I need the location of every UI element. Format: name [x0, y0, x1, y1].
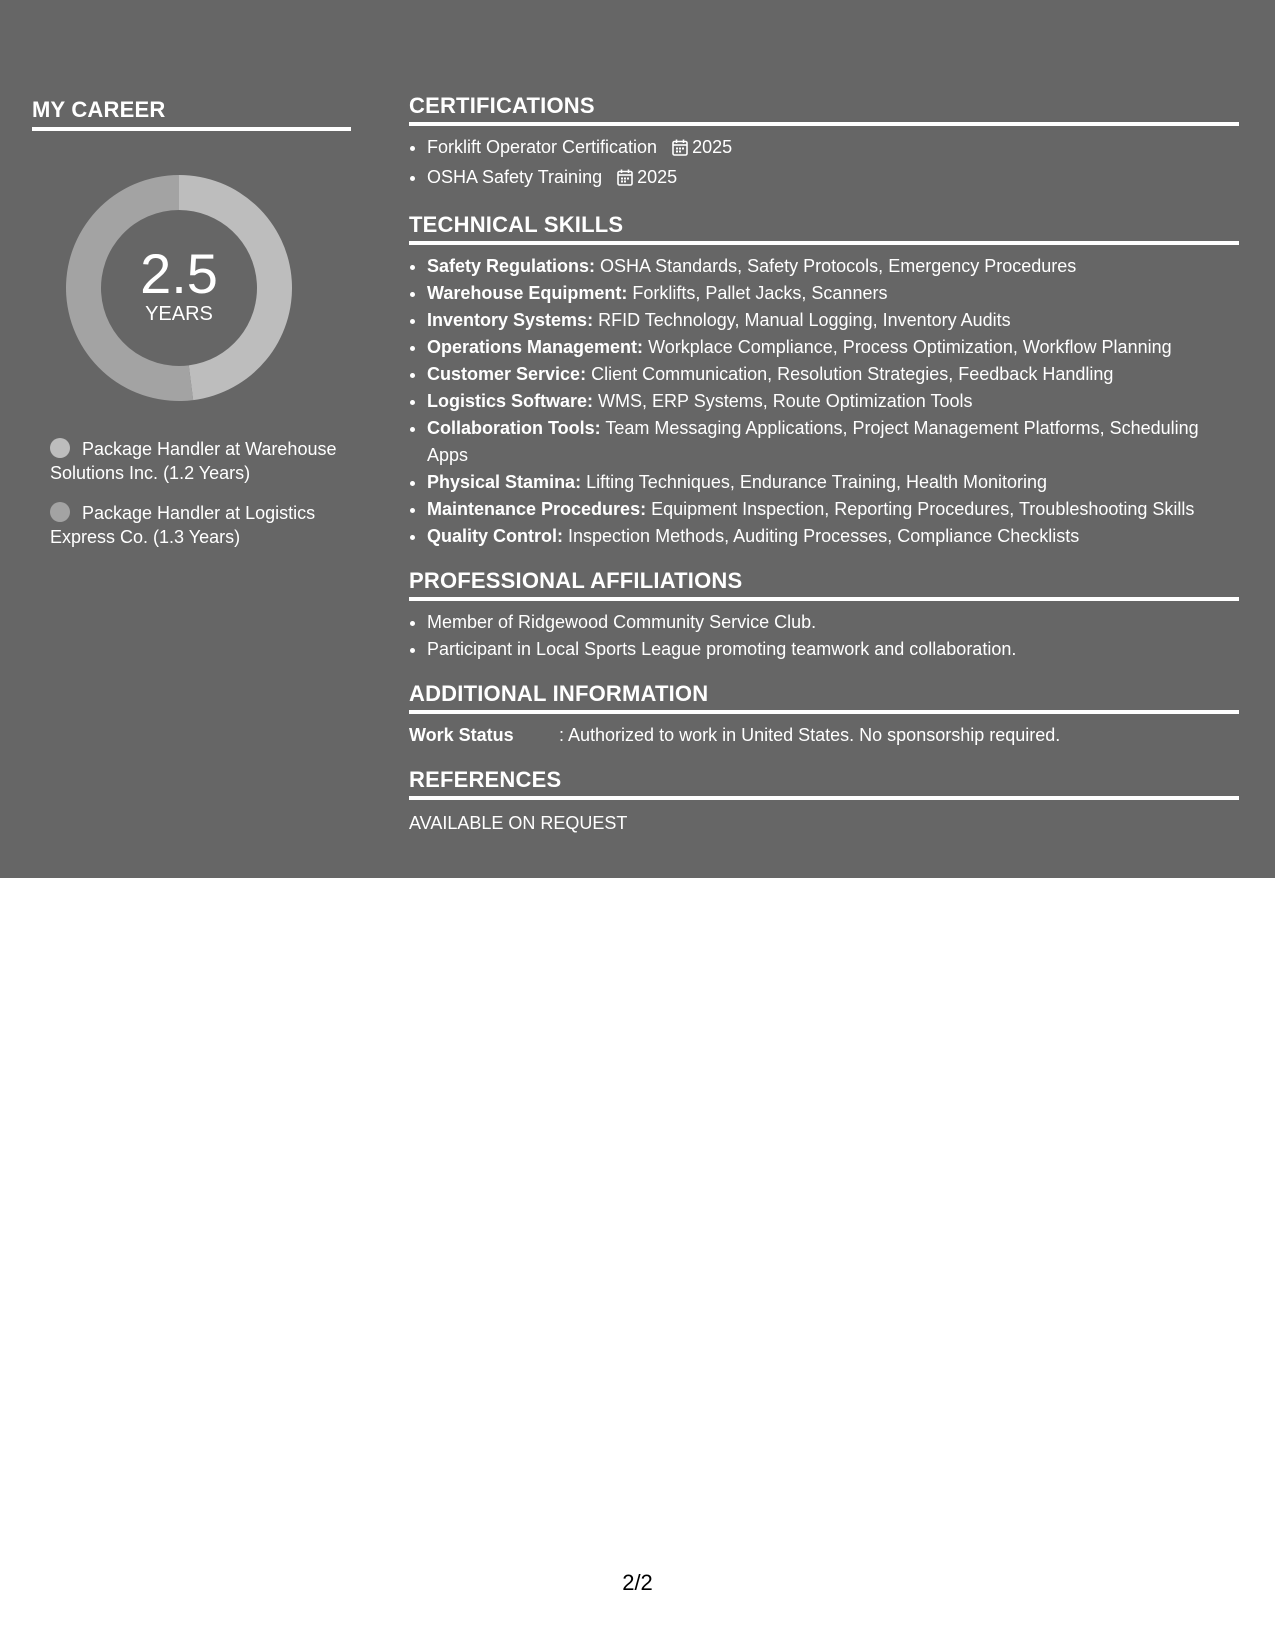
career-column	[32, 97, 351, 565]
references-text: AVAILABLE ON REQUEST	[409, 813, 628, 833]
career-title: MY CAREER	[32, 97, 351, 131]
certification-item	[427, 164, 1239, 194]
legend-dot-icon	[50, 438, 70, 458]
certification-year: 2025	[637, 167, 678, 187]
affiliations-title: PROFESSIONAL AFFILIATIONS	[409, 568, 1239, 601]
career-legend-label: Package Handler at Logistics Express Co. (1.3 Years)	[50, 503, 316, 547]
donut-center	[66, 175, 292, 401]
career-legend-item	[50, 437, 340, 485]
technical-skills-title: TECHNICAL SKILLS	[409, 212, 1239, 245]
skill-item	[427, 469, 1239, 496]
skill-value: Lifting Techniques, Endurance Training, Health Monitoring	[586, 472, 1048, 492]
certifications-title: CERTIFICATIONS	[409, 93, 1239, 126]
skill-item	[427, 307, 1239, 334]
skill-value: Inspection Methods, Auditing Processes, Compliance Checklists	[568, 526, 1080, 546]
affiliation-item: • Participant in Local Sports League promoting teamwork and collaboration.	[427, 636, 1239, 663]
skill-label: Maintenance Procedures:	[427, 499, 647, 519]
skill-value: Client Communication, Resolution Strategies, Feedback Handling	[591, 364, 1114, 384]
skill-value: RFID Technology, Manual Logging, Inventory Audits	[598, 310, 1011, 330]
skill-label: Quality Control:	[427, 526, 563, 546]
career-donut-chart	[66, 175, 292, 401]
skill-label: Physical Stamina:	[427, 472, 582, 492]
skill-item	[427, 334, 1239, 361]
skill-item	[427, 361, 1239, 388]
affiliations-list	[409, 609, 1239, 663]
additional-info-section	[409, 681, 1239, 749]
skill-item	[427, 253, 1239, 280]
skill-item	[427, 496, 1239, 523]
career-legend-item	[50, 501, 340, 549]
career-legend-label: Package Handler at Warehouse Solutions Inc. (1.2 Years)	[50, 439, 337, 483]
work-status-value: : Authorized to work in United States. No sponsorship required.	[559, 725, 1061, 745]
skill-value: Forklifts, Pallet Jacks, Scanners	[632, 283, 888, 303]
skills-list	[409, 253, 1239, 550]
certifications-list	[409, 134, 1239, 194]
skill-value: Team Messaging Applications, Project Management Platforms, Scheduling Apps	[427, 418, 1199, 465]
calendar-icon	[617, 167, 633, 194]
calendar-icon	[672, 137, 688, 164]
skill-label: Safety Regulations:	[427, 256, 596, 276]
skill-label: Operations Management:	[427, 337, 644, 357]
skill-value: Workplace Compliance, Process Optimization, Workflow Planning	[648, 337, 1172, 357]
legend-dot-icon	[50, 502, 70, 522]
skill-item	[427, 388, 1239, 415]
references-section	[409, 767, 1239, 837]
certification-year: 2025	[692, 137, 733, 157]
work-status-label: Work Status	[409, 725, 514, 745]
career-total-value: 2.5	[140, 242, 218, 305]
references-title: REFERENCES	[409, 767, 1239, 800]
skill-value: Equipment Inspection, Reporting Procedures, Troubleshooting Skills	[651, 499, 1195, 519]
skill-label: Inventory Systems:	[427, 310, 594, 330]
certification-name: Forklift Operator Certification	[427, 137, 658, 157]
career-total-unit: YEARS	[145, 303, 213, 325]
skill-value: WMS, ERP Systems, Route Optimization Tools	[598, 391, 973, 411]
skill-label: Customer Service:	[427, 364, 587, 384]
skill-item	[427, 523, 1239, 550]
skill-value: OSHA Standards, Safety Protocols, Emergency Procedures	[600, 256, 1077, 276]
affiliation-item: • Member of Ridgewood Community Service Club.	[427, 609, 1239, 636]
certification-name: OSHA Safety Training	[427, 167, 603, 187]
skill-label: Logistics Software:	[427, 391, 594, 411]
skill-item	[427, 280, 1239, 307]
skill-item	[427, 415, 1239, 469]
affiliations-section	[409, 568, 1239, 663]
certifications-section	[409, 93, 1239, 194]
work-status-row	[409, 722, 1239, 749]
details-column	[409, 93, 1239, 855]
skill-label: Warehouse Equipment:	[427, 283, 628, 303]
certification-item	[427, 134, 1239, 164]
skill-label: Collaboration Tools:	[427, 418, 601, 438]
additional-info-title: ADDITIONAL INFORMATION	[409, 681, 1239, 714]
technical-skills-section	[409, 212, 1239, 550]
career-legend	[50, 437, 340, 549]
page-number: 2/2	[622, 1570, 653, 1595]
